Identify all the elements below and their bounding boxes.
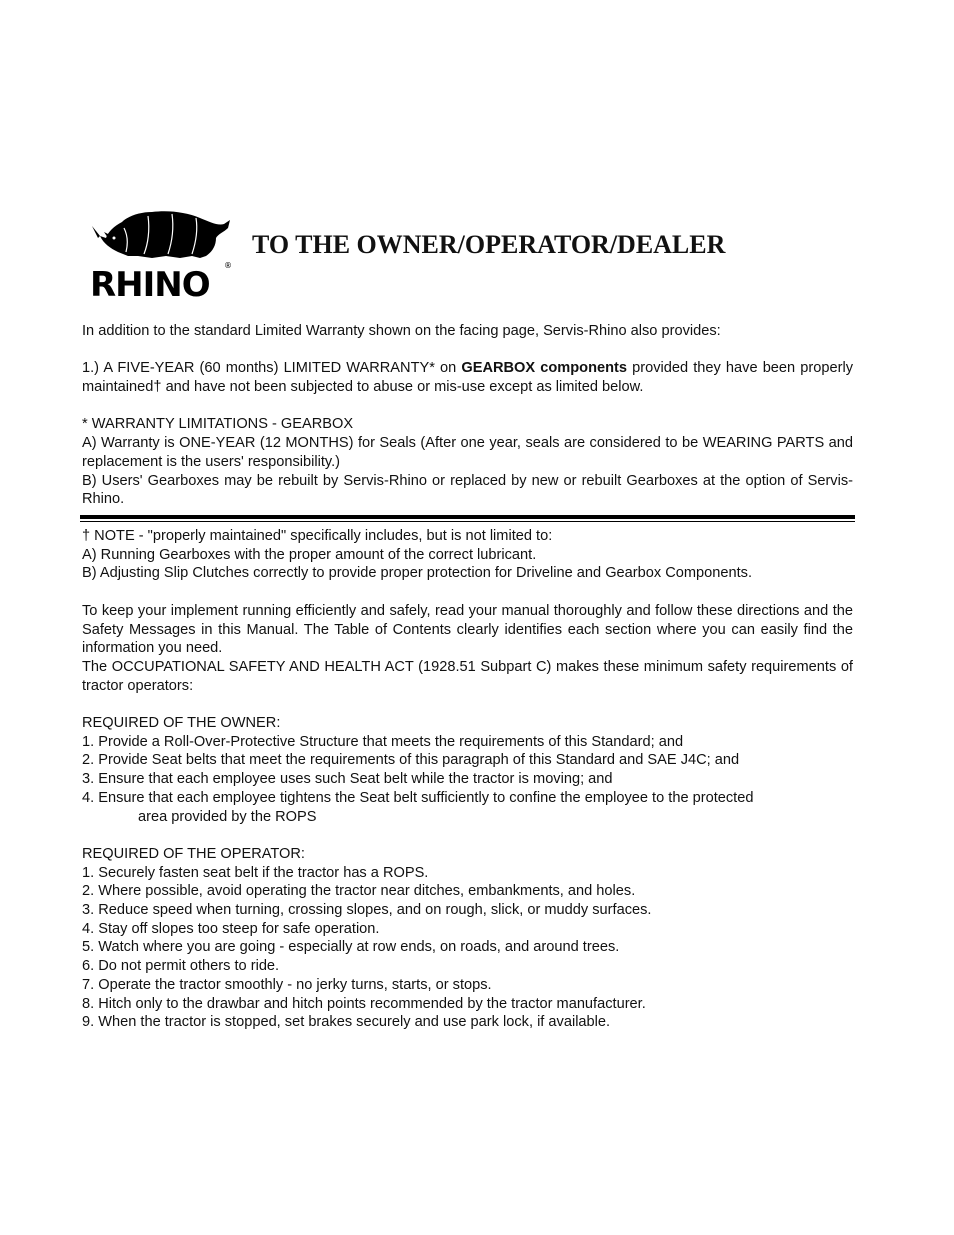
osha-paragraph: The OCCUPATIONAL SAFETY AND HEALTH ACT (1928.51 Subpart C) makes these minimum safety requirements of tractor operators: xyxy=(82,658,853,694)
operator-heading: REQUIRED OF THE OPERATOR: xyxy=(82,845,305,862)
warranty-bold: GEARBOX components xyxy=(461,360,628,377)
list-item: 4. Stay off slopes too steep for safe operation. xyxy=(82,920,380,937)
warranty-suffix: provided they have been properly maintained† and have not been subjected to abuse or mis-use except as limited below. xyxy=(82,360,853,396)
list-item: 2. Provide Seat belts that meet the requirements of this paragraph of this Standard and SAE J4C; and xyxy=(82,752,740,769)
list-item: 6. Do not permit others to ride. xyxy=(82,958,280,975)
section-divider xyxy=(80,515,855,519)
note-item-b: B) Adjusting Slip Clutches correctly to provide proper protection for Driveline and Gearbox Components. xyxy=(82,565,753,582)
page-title: TO THE OWNER/OPERATOR/DEALER xyxy=(252,230,726,259)
document-body xyxy=(82,322,853,1032)
registered-mark: ® xyxy=(224,261,232,270)
safety-paragraph: To keep your implement running efficiently and safely, read your manual thoroughly and follow these directions and the Safety Messages in this Manual. The Table of Contents clearly identifies each section where you can easily find the information you need. xyxy=(82,602,853,657)
list-item: 1. Provide a Roll-Over-Protective Structure that meets the requirements of this Standard; and xyxy=(82,733,684,750)
warranty-prefix: 1.) A FIVE-YEAR (60 months) LIMITED WARRANTY* on xyxy=(82,360,462,377)
rhino-icon xyxy=(88,208,236,300)
list-item: 5. Watch where you are going - especially at row ends, on roads, and around trees. xyxy=(82,939,620,956)
list-item: 3. Reduce speed when turning, crossing slopes, and on rough, slick, or muddy surfaces. xyxy=(82,902,652,919)
logo-wordmark: RHINO xyxy=(90,265,210,300)
list-item: 9. When the tractor is stopped, set brakes securely and use park lock, if available. xyxy=(82,1014,611,1031)
list-item: 7. Operate the tractor smoothly - no jerky turns, starts, or stops. xyxy=(82,976,492,993)
list-item-continuation: area provided by the ROPS xyxy=(138,808,317,825)
list-item: 2. Where possible, avoid operating the tractor near ditches, embankments, and holes. xyxy=(82,883,636,900)
list-item: 4. Ensure that each employee tightens the Seat belt sufficiently to confine the employee to the protected xyxy=(82,789,754,806)
limitations-item-b: B) Users' Gearboxes may be rebuilt by Servis-Rhino or replaced by new or rebuilt Gearboxes at the option of Servis-Rhino. xyxy=(82,472,853,508)
limitations-heading: * WARRANTY LIMITATIONS - GEARBOX xyxy=(82,416,354,433)
list-item: 8. Hitch only to the drawbar and hitch points recommended by the tractor manufacturer. xyxy=(82,995,646,1012)
list-item: 1. Securely fasten seat belt if the tractor has a ROPS. xyxy=(82,864,429,881)
list-item: 3. Ensure that each employee uses such Seat belt while the tractor is moving; and xyxy=(82,771,613,788)
intro-text: In addition to the standard Limited Warranty shown on the facing page, Servis-Rhino also provides: xyxy=(82,323,721,339)
rhino-logo xyxy=(88,208,236,300)
note-item-a: A) Running Gearboxes with the proper amount of the correct lubricant. xyxy=(82,546,537,563)
warranty-paragraph xyxy=(82,359,853,396)
owner-heading: REQUIRED OF THE OWNER: xyxy=(82,715,281,731)
note-heading: † NOTE - "properly maintained" specifically includes, but is not limited to: xyxy=(82,528,553,544)
limitations-item-a: A) Warranty is ONE-YEAR (12 MONTHS) for Seals (After one year, seals are considered to be WEARING PARTS and replacement is the users' responsibility.) xyxy=(82,435,853,470)
